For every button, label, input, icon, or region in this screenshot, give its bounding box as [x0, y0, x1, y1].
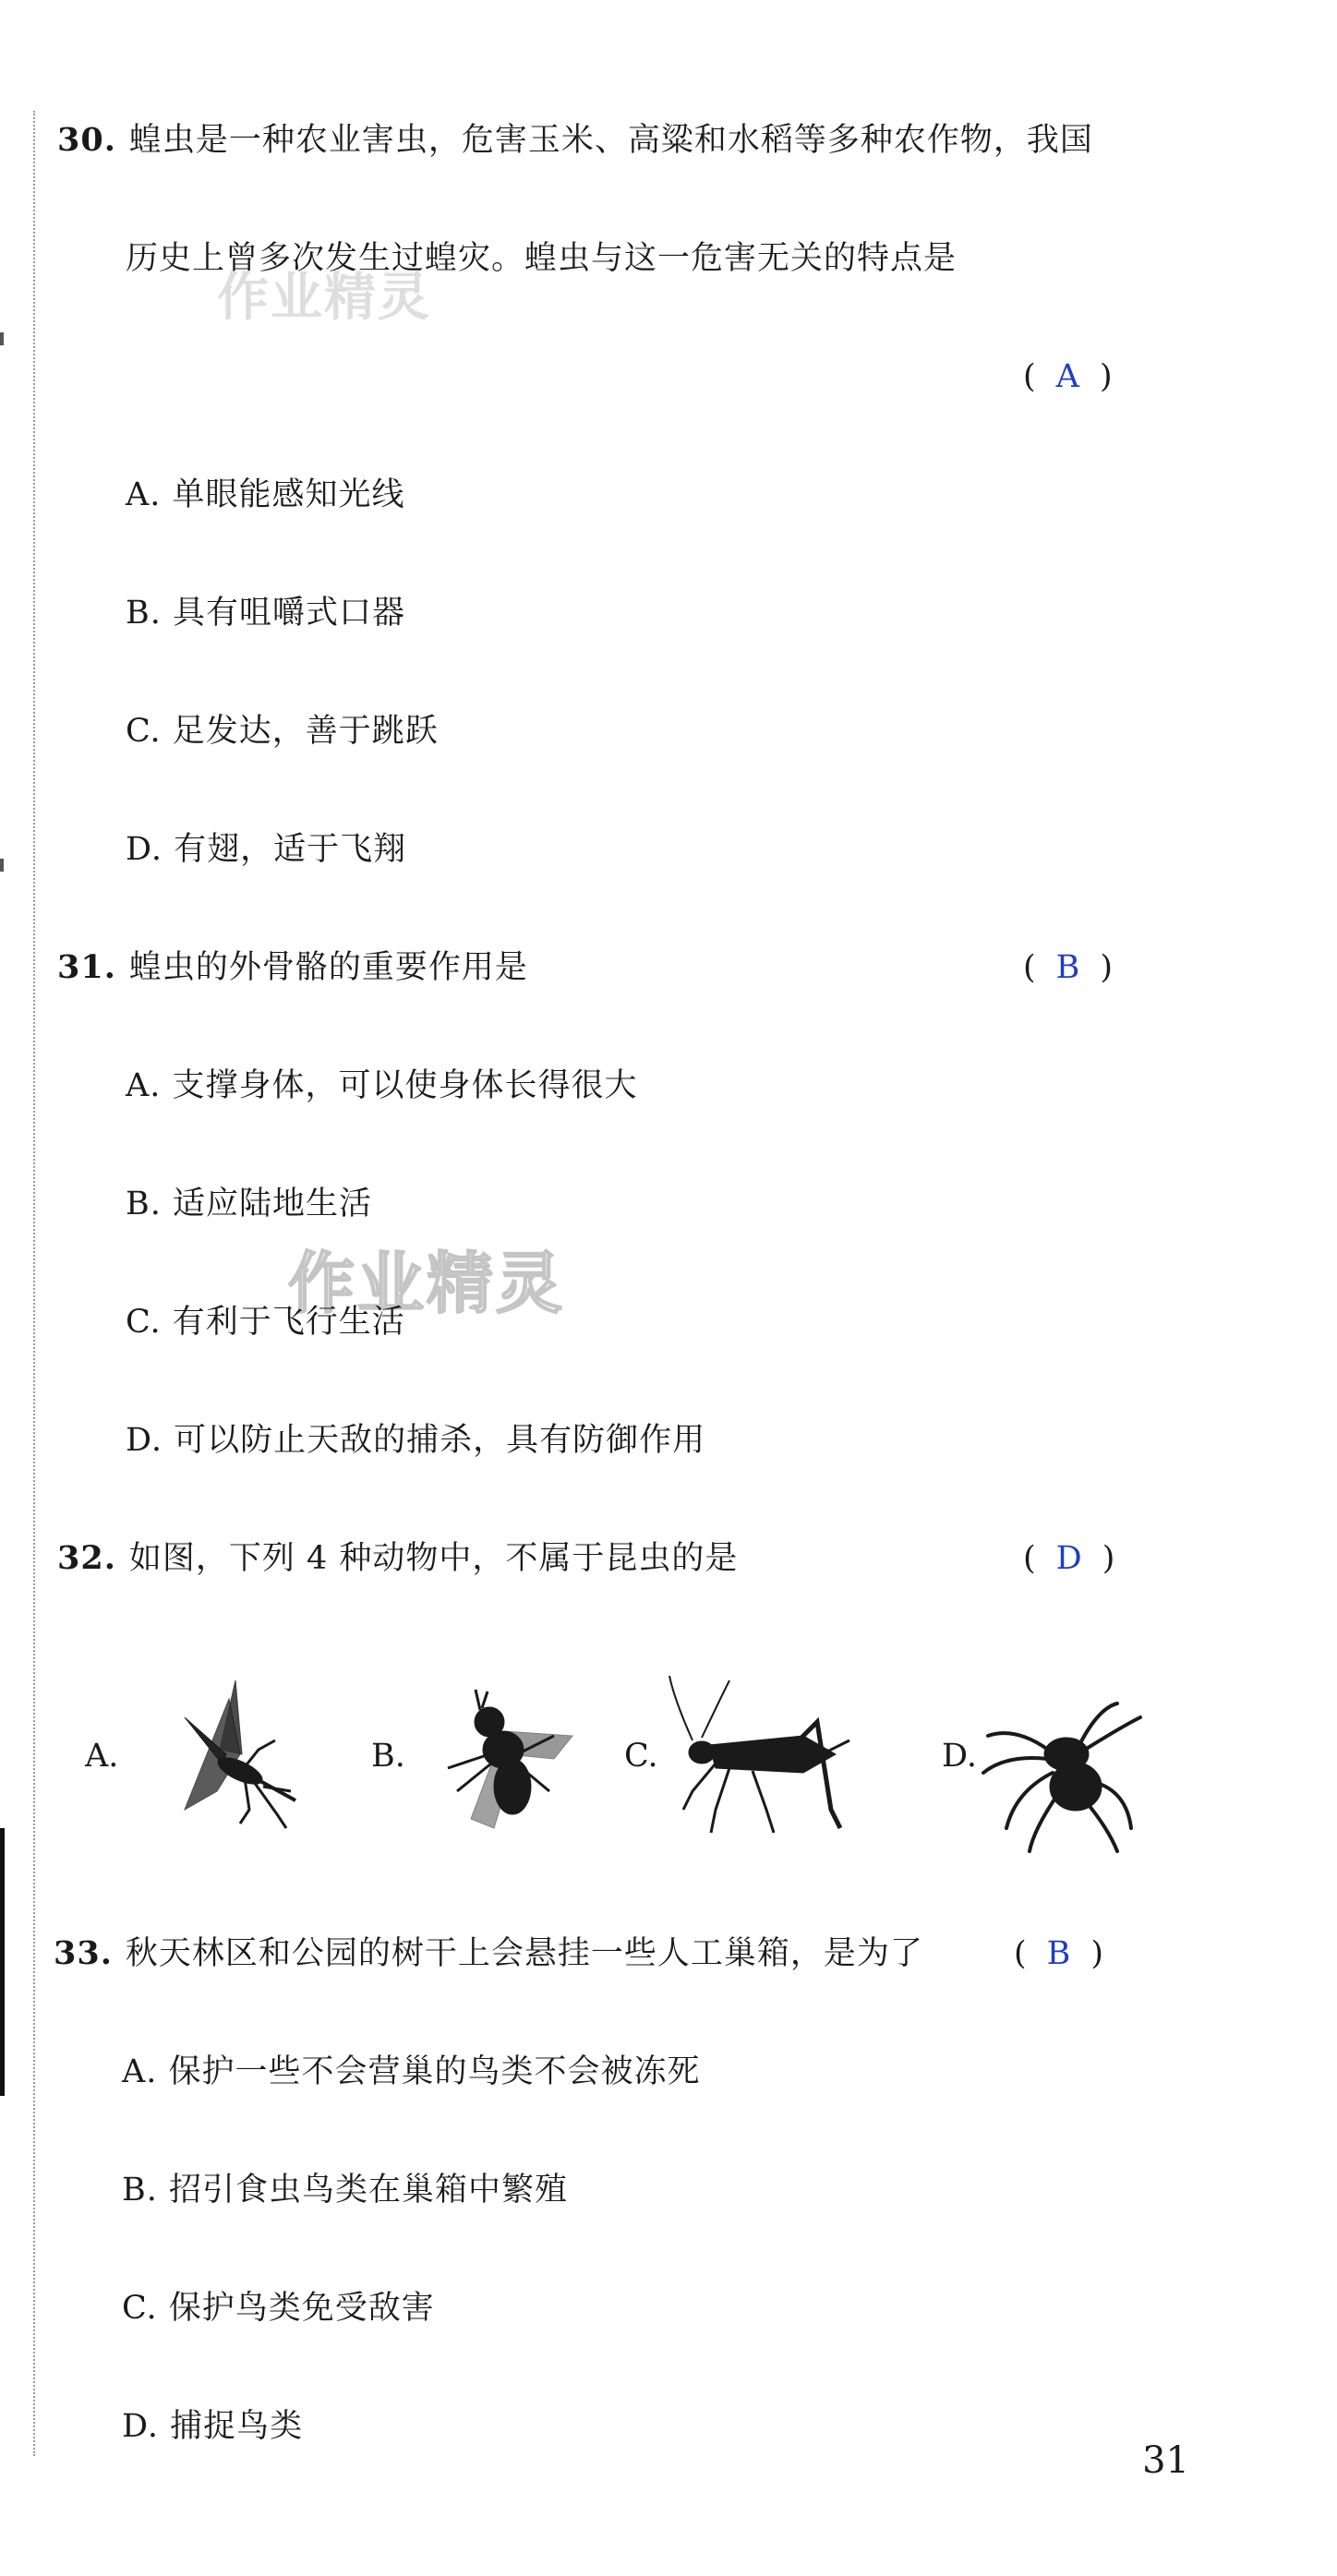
figure-label-a: A.	[85, 1738, 119, 1775]
watermark: 作业精灵	[217, 268, 431, 328]
question-30-stem-line-2: 历史上曾多次发生过蝗灾。蝗虫与这一危害无关的特点是	[126, 240, 958, 277]
question-number: 31.	[57, 948, 116, 986]
option-a: A. 支撑身体，可以使身体长得很大	[126, 1067, 638, 1104]
option-d: D. 有翅，适于飞翔	[126, 831, 407, 868]
binding-margin-line	[33, 111, 35, 2456]
question-33-stem: 33. 秋天林区和公园的树干上会悬挂一些人工巢箱，是为了	[54, 1934, 923, 1972]
watermark: 作业精灵	[288, 1245, 566, 1322]
question-30-answer: ( A )	[1023, 358, 1113, 395]
question-31-stem: 31. 蝗虫的外骨骼的重要作用是	[57, 948, 528, 986]
question-33-answer: ( B )	[1014, 1935, 1104, 1972]
option-c: C. 保护鸟类免受敌害	[122, 2290, 435, 2327]
option-b: B. 适应陆地生活	[126, 1186, 372, 1222]
question-30-stem-line-1: 30. 蝗虫是一种农业害虫，危害玉米、高粱和水稻等多种农作物，我国	[57, 121, 1093, 159]
figure-label-d: D.	[942, 1738, 977, 1775]
page-number: 31	[1142, 2439, 1189, 2482]
figure-label-c: C.	[624, 1738, 658, 1775]
answer-letter: A	[1055, 358, 1079, 395]
answer-letter: B	[1055, 949, 1080, 986]
margin-bar	[0, 1828, 5, 2096]
question-31-answer: ( B )	[1023, 949, 1114, 986]
option-b: B. 招引食虫鸟类在巢箱中繁殖	[122, 2172, 568, 2209]
option-b: B. 具有咀嚼式口器	[126, 595, 405, 632]
margin-tick	[0, 859, 4, 872]
cricket-icon	[665, 1671, 868, 1856]
option-d: D. 可以防止天敌的捕杀，具有防御作用	[126, 1422, 706, 1459]
fly-icon	[425, 1680, 582, 1847]
answer-letter: D	[1055, 1540, 1082, 1577]
option-c: C. 有利于飞行生活	[126, 1304, 405, 1341]
option-a: A. 保护一些不会营巢的鸟类不会被冻死	[122, 2053, 701, 2090]
question-32-stem: 32. 如图，下列 4 种动物中，不属于昆虫的是	[57, 1539, 739, 1577]
question-number: 30.	[57, 121, 116, 159]
margin-tick	[0, 332, 4, 345]
question-number: 32.	[57, 1539, 116, 1577]
answer-letter: B	[1046, 1935, 1071, 1972]
question-number: 33.	[54, 1934, 113, 1972]
option-d: D. 捕捉鸟类	[122, 2408, 304, 2445]
spider-icon	[979, 1690, 1145, 1856]
question-32-answer: ( D )	[1023, 1540, 1115, 1577]
option-c: C. 足发达，善于跳跃	[126, 713, 439, 750]
option-a: A. 单眼能感知光线	[126, 476, 405, 513]
figure-label-b: B.	[371, 1738, 405, 1775]
mayfly-icon	[148, 1662, 314, 1837]
